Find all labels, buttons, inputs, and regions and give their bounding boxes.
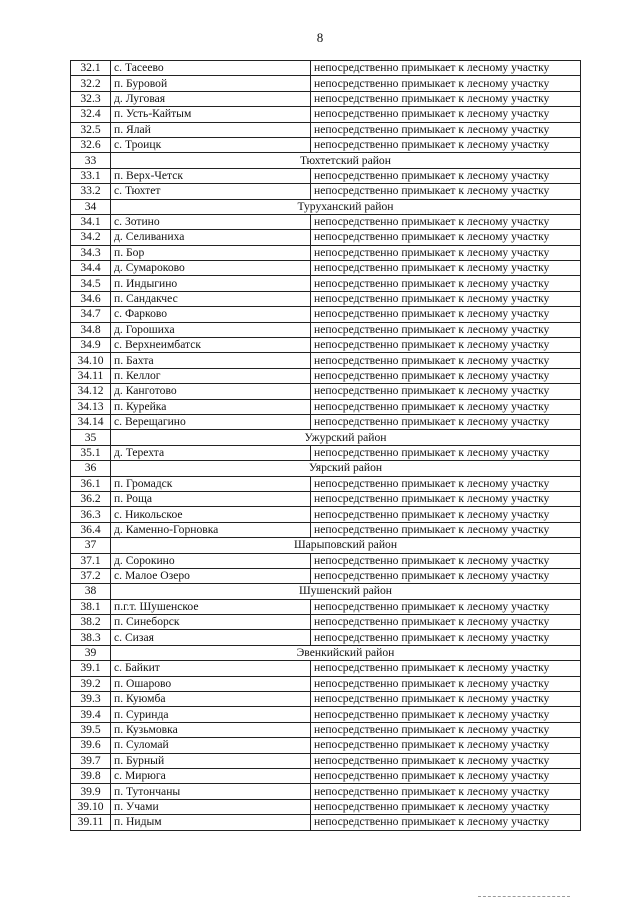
row-number: 34.8 <box>71 322 111 337</box>
settlement-name: д. Луговая <box>111 91 311 106</box>
table-row <box>71 445 581 460</box>
table-row <box>71 661 581 676</box>
row-number: 34.14 <box>71 414 111 429</box>
table-row <box>71 676 581 691</box>
forest-adjacency-status: непосредственно примыкает к лесному участку <box>311 353 581 368</box>
settlement-name: с. Никольское <box>111 507 311 522</box>
row-number: 36.3 <box>71 507 111 522</box>
forest-adjacency-status: непосредственно примыкает к лесному участку <box>311 384 581 399</box>
row-number: 33 <box>71 153 111 168</box>
row-number: 34.7 <box>71 307 111 322</box>
row-number: 36.1 <box>71 476 111 491</box>
row-number: 39.6 <box>71 738 111 753</box>
row-number: 33.1 <box>71 168 111 183</box>
table-row <box>71 168 581 183</box>
forest-adjacency-status: непосредственно примыкает к лесному участку <box>311 799 581 814</box>
settlement-name: с. Верещагино <box>111 414 311 429</box>
table-row <box>71 491 581 506</box>
row-number: 34.12 <box>71 384 111 399</box>
forest-adjacency-status: непосредственно примыкает к лесному участку <box>311 445 581 460</box>
row-number: 35 <box>71 430 111 445</box>
forest-adjacency-status: непосредственно примыкает к лесному участку <box>311 630 581 645</box>
settlement-name: с. Фарково <box>111 307 311 322</box>
row-number: 39.5 <box>71 722 111 737</box>
district-name: Уярский район <box>111 461 581 476</box>
settlement-name: с. Зотино <box>111 214 311 229</box>
settlement-name: д. Сумароково <box>111 261 311 276</box>
table-row <box>71 399 581 414</box>
table-row <box>71 353 581 368</box>
row-number: 32.6 <box>71 137 111 152</box>
table-row <box>71 107 581 122</box>
row-number: 38 <box>71 584 111 599</box>
row-number: 34.3 <box>71 245 111 260</box>
forest-adjacency-status: непосредственно примыкает к лесному участку <box>311 599 581 614</box>
table-row <box>71 261 581 276</box>
table-row <box>71 692 581 707</box>
settlement-name: п. Бор <box>111 245 311 260</box>
table-row <box>71 214 581 229</box>
settlement-name: с. Мирюга <box>111 768 311 783</box>
district-row <box>71 538 581 553</box>
forest-adjacency-status: непосредственно примыкает к лесному участку <box>311 76 581 91</box>
table-row <box>71 738 581 753</box>
scan-edge-mark <box>478 896 570 897</box>
forest-adjacency-status: непосредственно примыкает к лесному участку <box>311 122 581 137</box>
forest-adjacency-status: непосредственно примыкает к лесному участку <box>311 137 581 152</box>
row-number: 33.2 <box>71 184 111 199</box>
table-row <box>71 507 581 522</box>
settlements-table <box>70 60 581 831</box>
forest-adjacency-status: непосредственно примыкает к лесному участку <box>311 276 581 291</box>
settlement-name: д. Горошиха <box>111 322 311 337</box>
row-number: 39.3 <box>71 692 111 707</box>
forest-adjacency-status: непосредственно примыкает к лесному участку <box>311 507 581 522</box>
settlement-name: п. Бурный <box>111 753 311 768</box>
forest-adjacency-status: непосредственно примыкает к лесному участку <box>311 168 581 183</box>
district-row <box>71 584 581 599</box>
forest-adjacency-status: непосредственно примыкает к лесному участку <box>311 522 581 537</box>
district-name: Шарыповский район <box>111 538 581 553</box>
row-number: 39.1 <box>71 661 111 676</box>
settlement-name: п. Верх-Четск <box>111 168 311 183</box>
district-name: Тюхтетский район <box>111 153 581 168</box>
forest-adjacency-status: непосредственно примыкает к лесному участку <box>311 815 581 830</box>
forest-adjacency-status: непосредственно примыкает к лесному участку <box>311 491 581 506</box>
row-number: 32.2 <box>71 76 111 91</box>
row-number: 36.2 <box>71 491 111 506</box>
settlement-name: п. Тутончаны <box>111 784 311 799</box>
forest-adjacency-status: непосредственно примыкает к лесному участку <box>311 414 581 429</box>
settlement-name: п. Синеборск <box>111 615 311 630</box>
settlement-name: п. Ошарово <box>111 676 311 691</box>
table-row <box>71 414 581 429</box>
settlement-name: п. Учами <box>111 799 311 814</box>
table-row <box>71 553 581 568</box>
district-name: Ужурский район <box>111 430 581 445</box>
table-row <box>71 568 581 583</box>
table-row <box>71 61 581 76</box>
forest-adjacency-status: непосредственно примыкает к лесному участку <box>311 230 581 245</box>
settlement-name: с. Малое Озеро <box>111 568 311 583</box>
table-row <box>71 91 581 106</box>
forest-adjacency-status: непосредственно примыкает к лесному участку <box>311 61 581 76</box>
forest-adjacency-status: непосредственно примыкает к лесному участку <box>311 738 581 753</box>
settlement-name: с. Троицк <box>111 137 311 152</box>
table-row <box>71 307 581 322</box>
table-row <box>71 384 581 399</box>
forest-adjacency-status: непосредственно примыкает к лесному участку <box>311 707 581 722</box>
table-row <box>71 368 581 383</box>
table-row <box>71 322 581 337</box>
forest-adjacency-status: непосредственно примыкает к лесному участку <box>311 261 581 276</box>
row-number: 34.11 <box>71 368 111 383</box>
row-number: 34.5 <box>71 276 111 291</box>
row-number: 34.1 <box>71 214 111 229</box>
table-row <box>71 707 581 722</box>
row-number: 39.7 <box>71 753 111 768</box>
forest-adjacency-status: непосредственно примыкает к лесному участку <box>311 107 581 122</box>
settlement-name: п. Громадск <box>111 476 311 491</box>
row-number: 34.2 <box>71 230 111 245</box>
forest-adjacency-status: непосредственно примыкает к лесному участку <box>311 661 581 676</box>
settlement-name: с. Сизая <box>111 630 311 645</box>
table-row <box>71 137 581 152</box>
page-number: 8 <box>316 30 324 45</box>
district-name: Туруханский район <box>111 199 581 214</box>
settlement-name: п. Нидым <box>111 815 311 830</box>
row-number: 39.10 <box>71 799 111 814</box>
row-number: 34 <box>71 199 111 214</box>
row-number: 32.4 <box>71 107 111 122</box>
settlement-name: п. Куюмба <box>111 692 311 707</box>
forest-adjacency-status: непосредственно примыкает к лесному участку <box>311 368 581 383</box>
forest-adjacency-status: непосредственно примыкает к лесному участку <box>311 91 581 106</box>
row-number: 39 <box>71 645 111 660</box>
settlement-name: п. Сандакчес <box>111 291 311 306</box>
table-row <box>71 291 581 306</box>
district-row <box>71 430 581 445</box>
row-number: 39.2 <box>71 676 111 691</box>
district-row <box>71 199 581 214</box>
row-number: 32.5 <box>71 122 111 137</box>
row-number: 36.4 <box>71 522 111 537</box>
settlement-name: с. Байкит <box>111 661 311 676</box>
settlement-name: п. Курейка <box>111 399 311 414</box>
settlement-name: д. Каменно-Горновка <box>111 522 311 537</box>
row-number: 35.1 <box>71 445 111 460</box>
table-row <box>71 476 581 491</box>
table-row <box>71 722 581 737</box>
row-number: 34.4 <box>71 261 111 276</box>
table-row <box>71 522 581 537</box>
settlement-name: с. Тюхтет <box>111 184 311 199</box>
forest-adjacency-status: непосредственно примыкает к лесному участку <box>311 722 581 737</box>
forest-adjacency-status: непосредственно примыкает к лесному участку <box>311 553 581 568</box>
table-row <box>71 245 581 260</box>
table-row <box>71 338 581 353</box>
settlement-name: п. Усть-Кайтым <box>111 107 311 122</box>
settlement-name: п. Ялай <box>111 122 311 137</box>
table-row <box>71 799 581 814</box>
row-number: 36 <box>71 461 111 476</box>
district-name: Шушенский район <box>111 584 581 599</box>
table-row <box>71 615 581 630</box>
forest-adjacency-status: непосредственно примыкает к лесному участку <box>311 615 581 630</box>
district-row <box>71 645 581 660</box>
forest-adjacency-status: непосредственно примыкает к лесному участку <box>311 476 581 491</box>
table-row <box>71 768 581 783</box>
forest-adjacency-status: непосредственно примыкает к лесному участку <box>311 676 581 691</box>
row-number: 37 <box>71 538 111 553</box>
table-row <box>71 753 581 768</box>
row-number: 38.2 <box>71 615 111 630</box>
settlement-name: п. Кузьмовка <box>111 722 311 737</box>
settlement-name: п. Келлог <box>111 368 311 383</box>
row-number: 34.10 <box>71 353 111 368</box>
table-row <box>71 122 581 137</box>
row-number: 32.1 <box>71 61 111 76</box>
forest-adjacency-status: непосредственно примыкает к лесному участку <box>311 184 581 199</box>
table-body <box>71 61 581 831</box>
settlement-name: п. Бахта <box>111 353 311 368</box>
forest-adjacency-status: непосредственно примыкает к лесному участку <box>311 307 581 322</box>
district-row <box>71 461 581 476</box>
settlement-name: п.г.т. Шушенское <box>111 599 311 614</box>
settlement-name: с. Тасеево <box>111 61 311 76</box>
row-number: 32.3 <box>71 91 111 106</box>
row-number: 34.6 <box>71 291 111 306</box>
row-number: 37.1 <box>71 553 111 568</box>
forest-adjacency-status: непосредственно примыкает к лесному участку <box>311 214 581 229</box>
row-number: 39.4 <box>71 707 111 722</box>
settlement-name: п. Суринда <box>111 707 311 722</box>
table-row <box>71 276 581 291</box>
row-number: 34.13 <box>71 399 111 414</box>
row-number: 37.2 <box>71 568 111 583</box>
table-row <box>71 630 581 645</box>
table-row <box>71 184 581 199</box>
row-number: 39.11 <box>71 815 111 830</box>
row-number: 34.9 <box>71 338 111 353</box>
forest-adjacency-status: непосредственно примыкает к лесному участку <box>311 568 581 583</box>
forest-adjacency-status: непосредственно примыкает к лесному участку <box>311 784 581 799</box>
table-row <box>71 230 581 245</box>
settlement-name: д. Канготово <box>111 384 311 399</box>
settlement-name: д. Сорокино <box>111 553 311 568</box>
table-row <box>71 76 581 91</box>
settlement-name: п. Суломай <box>111 738 311 753</box>
settlement-name: д. Терехта <box>111 445 311 460</box>
table-row <box>71 815 581 830</box>
forest-adjacency-status: непосредственно примыкает к лесному участку <box>311 768 581 783</box>
forest-adjacency-status: непосредственно примыкает к лесному участку <box>311 245 581 260</box>
row-number: 38.3 <box>71 630 111 645</box>
forest-adjacency-status: непосредственно примыкает к лесному участку <box>311 692 581 707</box>
row-number: 39.9 <box>71 784 111 799</box>
forest-adjacency-status: непосредственно примыкает к лесному участку <box>311 399 581 414</box>
settlement-name: с. Верхнеимбатск <box>111 338 311 353</box>
table-row <box>71 784 581 799</box>
settlement-name: д. Селиваниха <box>111 230 311 245</box>
row-number: 38.1 <box>71 599 111 614</box>
settlement-name: п. Буровой <box>111 76 311 91</box>
forest-adjacency-status: непосредственно примыкает к лесному участку <box>311 322 581 337</box>
row-number: 39.8 <box>71 768 111 783</box>
district-row <box>71 153 581 168</box>
settlement-name: п. Индыгино <box>111 276 311 291</box>
forest-adjacency-status: непосредственно примыкает к лесному участку <box>311 291 581 306</box>
table-row <box>71 599 581 614</box>
district-name: Эвенкийский район <box>111 645 581 660</box>
forest-adjacency-status: непосредственно примыкает к лесному участку <box>311 338 581 353</box>
forest-adjacency-status: непосредственно примыкает к лесному участку <box>311 753 581 768</box>
settlement-name: п. Роща <box>111 491 311 506</box>
